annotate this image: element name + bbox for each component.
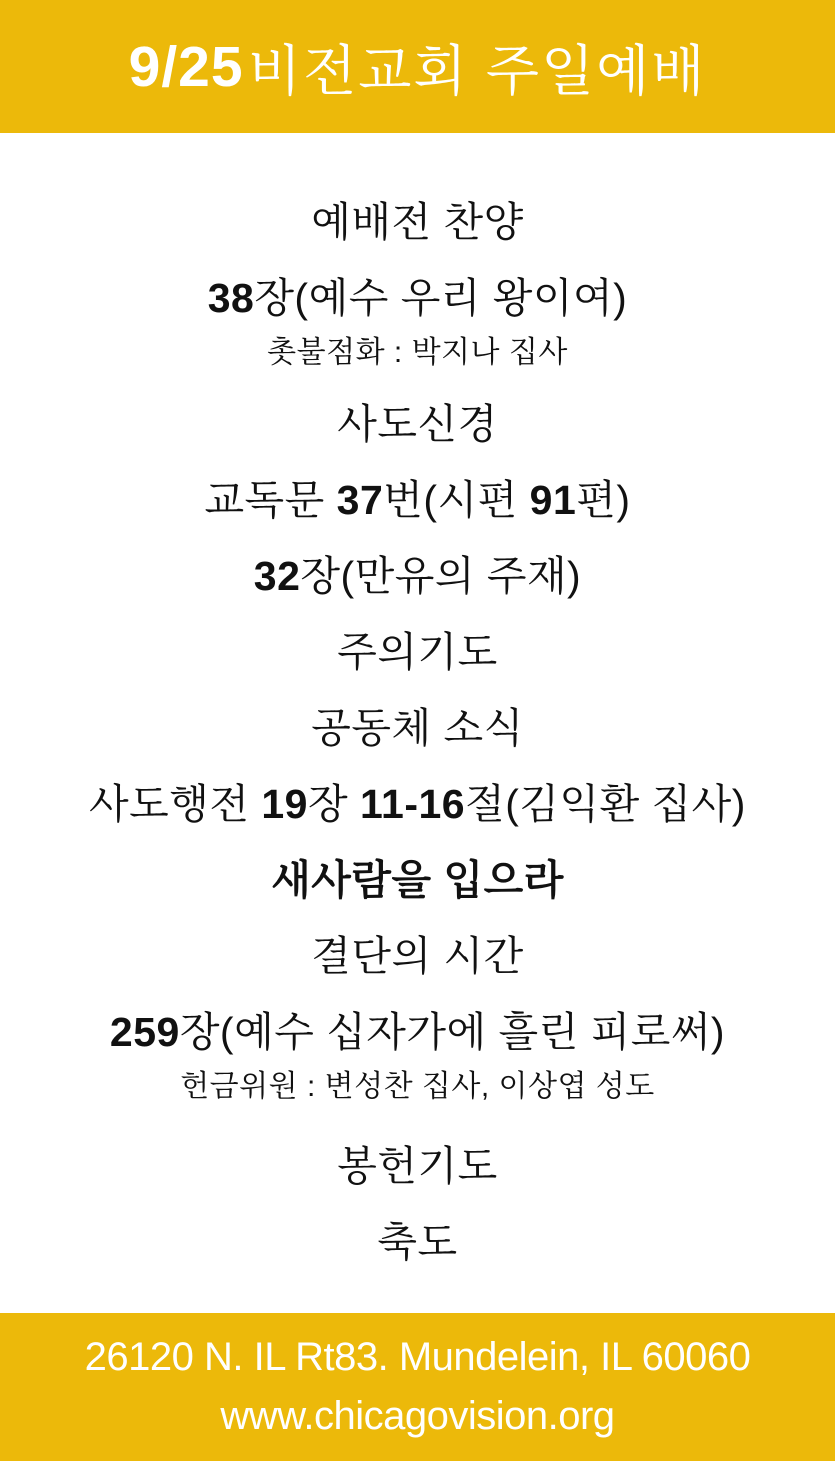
program-text: 번(시편 [383, 476, 530, 523]
program-line [267, 337, 568, 369]
program-line [271, 856, 564, 903]
program-line [208, 277, 628, 320]
program-text: 절(김익환 집사) [465, 780, 746, 827]
program-number: 19 [261, 780, 308, 827]
footer-address: 26120 N. IL Rt83. Mundelein, IL 60060 [84, 1335, 751, 1379]
program-text: 봉헌기도 [337, 1142, 498, 1189]
program-text: 교독문 [204, 476, 337, 523]
program-text: 사도행전 [89, 780, 262, 827]
program-text: 촛불점화 : 박지나 집사 [267, 336, 568, 370]
program-number: 38 [207, 275, 255, 322]
program-number: 32 [253, 552, 301, 599]
program-line [311, 201, 523, 244]
program-text: 결단의 시간 [311, 932, 524, 979]
program-text: 장(만유의 주재) [300, 552, 582, 599]
program-text: 주의기도 [337, 628, 498, 675]
footer-banner [0, 1313, 835, 1461]
program-list [0, 133, 835, 1313]
program-text: 장 [307, 780, 360, 827]
program-text: 헌금위원 : 변성찬 집사, 이상엽 성도 [180, 1070, 655, 1104]
program-line [180, 1071, 655, 1103]
program-text: 축도 [377, 1218, 458, 1265]
program-number: 91 [529, 476, 577, 523]
footer-website: www.chicagovision.org [220, 1394, 615, 1438]
program-number: 11-16 [359, 780, 466, 827]
program-text: 공동체 소식 [311, 704, 524, 751]
program-number: 259 [109, 1008, 180, 1055]
program-line [337, 400, 498, 447]
program-line [109, 1008, 726, 1055]
program-line [204, 476, 631, 523]
program-text: 예배전 찬양 [311, 199, 524, 245]
header-banner [0, 0, 835, 133]
program-line [337, 1142, 498, 1189]
program-line [311, 704, 524, 751]
program-text: 장(예수 우리 왕이여) [254, 275, 628, 322]
program-line [89, 780, 746, 827]
program-line [253, 552, 582, 599]
program-text: 편) [576, 476, 631, 523]
program-line [311, 932, 524, 979]
program-number: 새사람을 입으라 [271, 856, 564, 903]
header-title: 비전교회 주일예배 [248, 40, 707, 102]
header-date: 9/25 [128, 34, 244, 99]
program-line [377, 1218, 458, 1265]
program-text: 장(예수 십자가에 흘린 피로써) [179, 1008, 726, 1055]
program-line [337, 628, 498, 675]
program-text: 사도신경 [337, 400, 498, 447]
program-number: 37 [336, 476, 384, 523]
